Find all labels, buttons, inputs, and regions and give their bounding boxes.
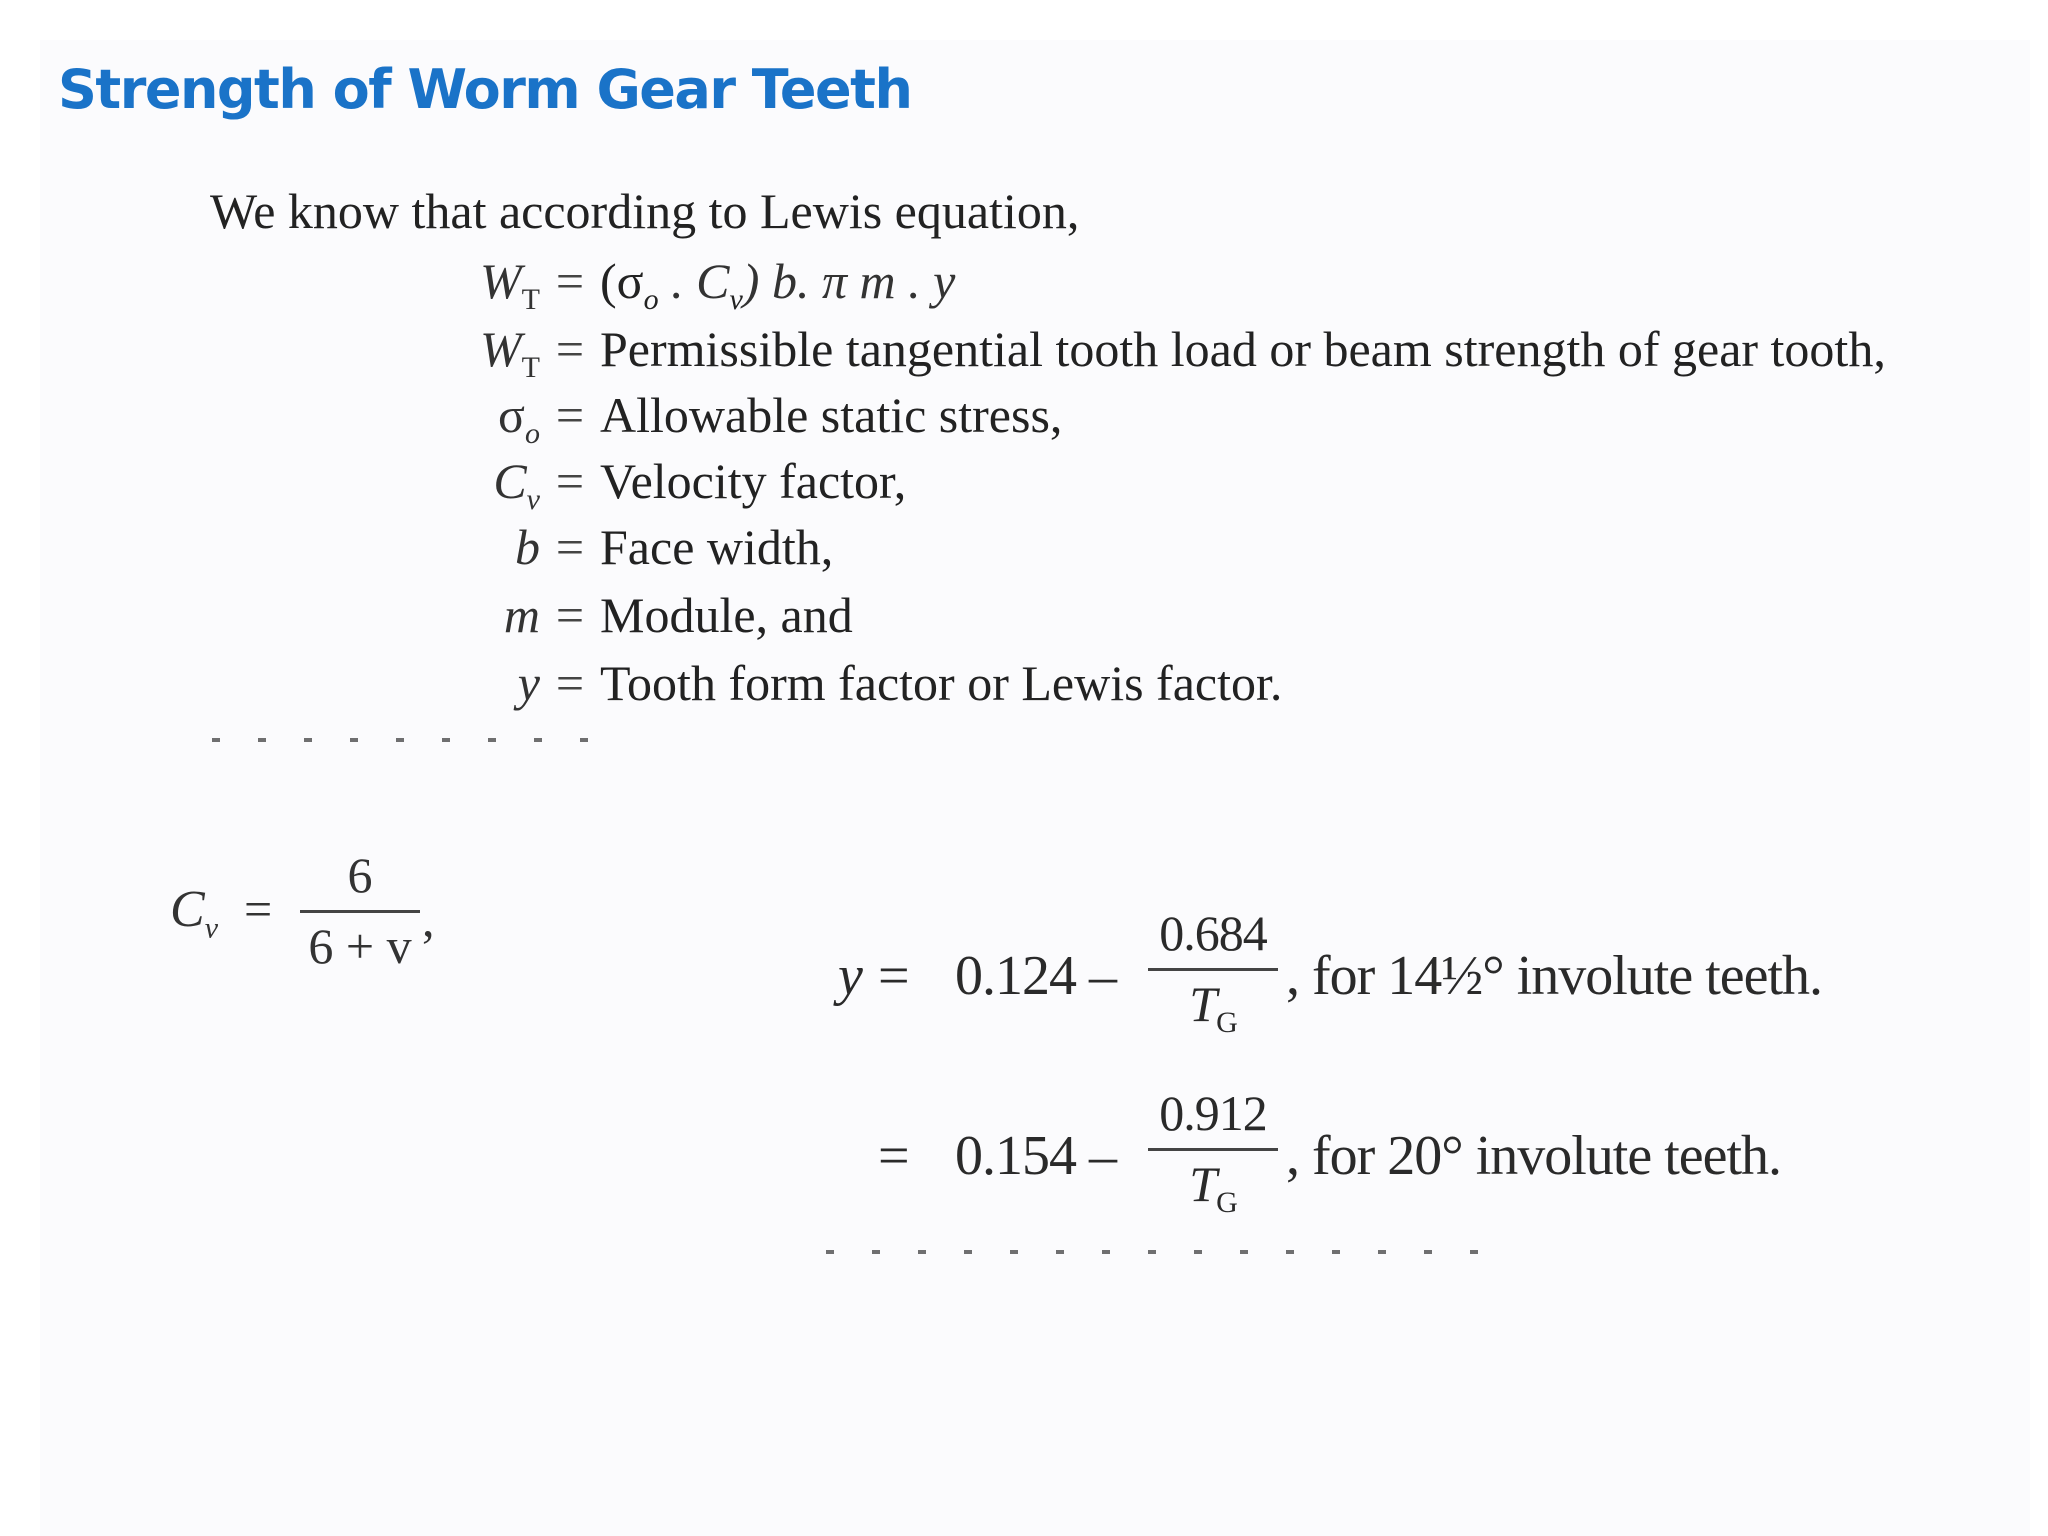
fraction-bar [1148, 968, 1278, 971]
velocity-factor-denominator: 6 + v [308, 918, 412, 974]
definition-symbol: $C_v$ [493, 453, 540, 516]
lewis-equation [400, 252, 955, 318]
velocity-factor-lhs: $C_v$ [170, 881, 219, 945]
cropped-text-line [212, 738, 612, 742]
fraction-bar [300, 910, 420, 913]
lewis-equals: = [555, 253, 585, 309]
lewis-factor-row1-fraction [1148, 905, 1278, 1039]
definition-row [400, 452, 906, 518]
definition-row [400, 386, 1062, 452]
definition-symbol: m [503, 587, 540, 643]
definition-symbol: b [515, 519, 540, 575]
row1-denominator: $T_G$ [1189, 976, 1237, 1039]
definition-text: Velocity factor, [600, 453, 907, 509]
definition-text: Face width, [600, 519, 834, 575]
velocity-factor-trail: , [422, 891, 435, 947]
intro-text: We know that according to Lewis equation, [210, 183, 1080, 239]
definition-equals: = [555, 655, 585, 711]
lewis-rhs: ($\sigma_o$ . $C_v$) b. π m . y [600, 253, 956, 316]
lewis-factor-row1-constant: 0.124 – [955, 945, 1116, 1007]
velocity-factor-fraction [300, 847, 420, 974]
lewis-factor-equals: = [878, 945, 909, 1007]
velocity-factor-numerator: 6 [347, 847, 373, 903]
definition-equals: = [555, 587, 585, 643]
lewis-factor-row2-constant: 0.154 – [955, 1125, 1116, 1187]
fraction-bar [1148, 1148, 1278, 1151]
velocity-factor-equals: = [244, 881, 273, 937]
lewis-lhs: $W_T$ [480, 253, 540, 316]
lewis-factor-lhs: y [838, 945, 862, 1007]
definition-text: Module, and [600, 587, 853, 643]
definition-row [400, 518, 833, 584]
definition-text: Permissible tangential tooth load or beam strength of gear tooth, [600, 321, 1886, 377]
row2-denominator: $T_G$ [1189, 1156, 1237, 1219]
lewis-factor-row1-note: , for 14½° involute teeth. [1286, 945, 1823, 1007]
lewis-factor-row2-equals: = [878, 1125, 909, 1187]
row1-numerator: 0.684 [1159, 905, 1267, 961]
definition-equals: = [555, 321, 585, 377]
definition-equals: = [555, 519, 585, 575]
definition-row [400, 654, 1282, 720]
page-title: Strength of Worm Gear Teeth [58, 58, 912, 121]
lewis-factor-row2-fraction [1148, 1085, 1278, 1219]
slide-background [40, 40, 2030, 1536]
definition-text: Allowable static stress, [600, 387, 1063, 443]
definition-symbol: y [517, 655, 540, 711]
row2-numerator: 0.912 [1159, 1085, 1267, 1141]
cropped-text-line [826, 1250, 1486, 1254]
definition-row [400, 586, 853, 652]
definition-equals: = [555, 453, 585, 509]
lewis-factor-row2-note: , for 20° involute teeth. [1286, 1125, 1782, 1187]
definition-symbol: $\sigma_o$ [498, 387, 540, 450]
definition-row [400, 320, 1886, 386]
definition-equals: = [555, 387, 585, 443]
definition-symbol: $W_T$ [480, 321, 540, 384]
definition-text: Tooth form factor or Lewis factor. [600, 655, 1283, 711]
